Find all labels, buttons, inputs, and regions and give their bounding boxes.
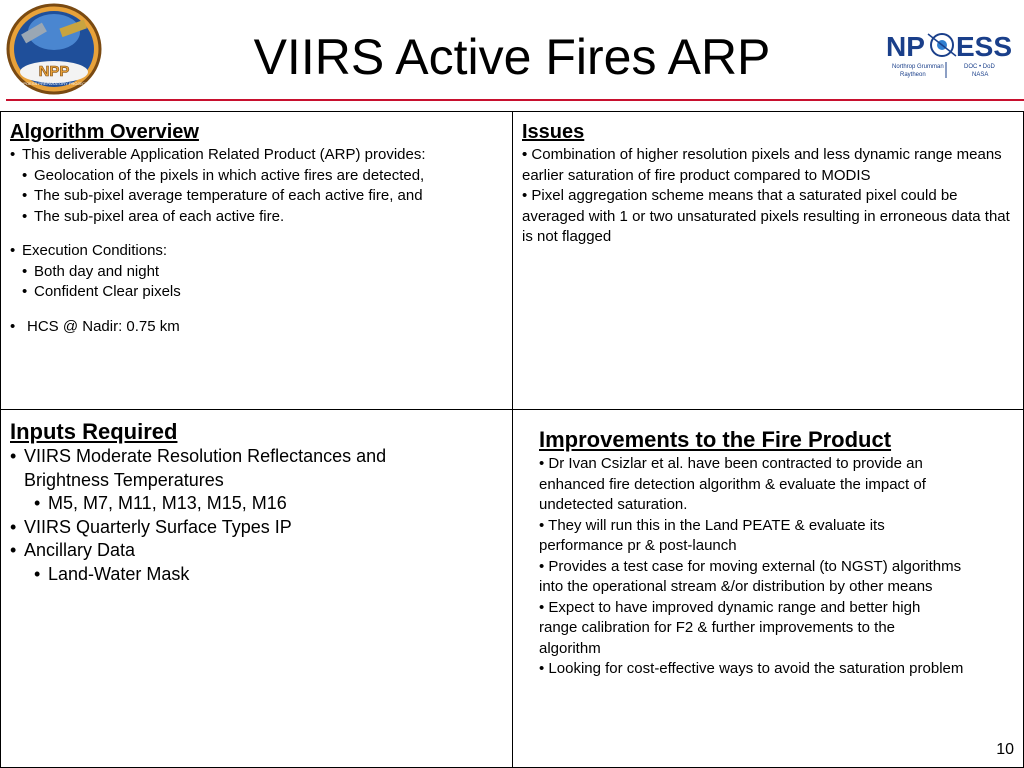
table-vertical-divider — [512, 111, 513, 768]
list-item: • • Combination of higher resolution pixels and less dynamic range means earlier saturation of fire product compared to MODIS — [522, 145, 1016, 186]
issues-heading: Issues — [522, 121, 585, 143]
svg-text:NASA: NASA — [972, 72, 989, 78]
inputs-required-heading: Inputs Required — [10, 419, 178, 444]
list-item: • Looking for cost-effective ways to avoid the saturation problem — [539, 660, 964, 677]
npoess-logo — [884, 24, 1018, 80]
list-item: • Land-Water Mask — [10, 563, 506, 587]
svg-text:Northrop Grumman: Northrop Grumman — [892, 64, 944, 70]
table-horizontal-divider — [0, 409, 1024, 410]
issues-cell — [522, 119, 1016, 248]
algorithm-intro: • This deliverable Application Related Product (ARP) provides: — [10, 145, 506, 166]
hcs-at-nadir: • HCS @ Nadir: 0.75 km — [10, 317, 506, 338]
slide-header — [0, 0, 1024, 100]
svg-text:NPP: NPP — [38, 63, 70, 80]
svg-text:NP: NP — [886, 31, 925, 62]
list-item: • Geolocation of the pixels in which active fires are detected, — [10, 166, 506, 187]
list-item: • They will run this in the Land PEATE & evaluate its performance pr & post-launch — [539, 516, 885, 554]
list-item: • Ancillary Data — [10, 539, 506, 563]
bullet-icon: • — [539, 660, 549, 677]
bullet-icon: • — [539, 455, 549, 472]
list-item: • VIIRS Moderate Resolution Reflectances and Brightness Temperatures — [10, 445, 440, 492]
slide-title: VIIRS Active Fires ARP — [253, 29, 771, 85]
execution-conditions-label: • Execution Conditions: — [10, 241, 506, 262]
bullet-icon: • — [539, 598, 549, 616]
list-item: • M5, M7, M11, M13, M15, M16 — [10, 492, 506, 516]
improvements-heading: Improvements to the Fire Product — [539, 427, 892, 452]
list-item: • Provides a test case for moving external (to NGST) algorithms into the operational stream &/or distribution by other means — [539, 557, 962, 595]
svg-text:NPOESS PREPARATORY PROJECT: NPOESS PREPARATORY PROJECT — [20, 81, 88, 86]
bullet-icon: • — [539, 516, 549, 534]
bullet-icon: • — [522, 146, 532, 163]
list-item: • Both day and night — [10, 262, 506, 283]
list-item: • Confident Clear pixels — [10, 282, 506, 303]
list-item: • The sub-pixel area of each active fire. — [10, 207, 506, 228]
bullet-icon: • — [522, 187, 532, 204]
list-item: • Dr Ivan Csizlar et al. have been contracted to provide an enhanced fire detection algorithm & evaluate the impact of undetected saturation. — [539, 455, 926, 513]
algorithm-overview-cell — [10, 119, 506, 337]
list-item: • Pixel aggregation scheme means that a saturated pixel could be averaged with 1 or two unsaturated pixels resulting in erroneous data that is not flagged — [522, 187, 1010, 245]
bullet-icon: • — [539, 557, 549, 575]
svg-text:Raytheon: Raytheon — [900, 72, 926, 78]
improvements-cell — [539, 425, 979, 680]
list-item: • Expect to have improved dynamic range and better high range calibration for F2 & further improvements to the algorithm — [539, 598, 921, 657]
svg-text:DOC • DoD: DOC • DoD — [964, 64, 995, 70]
inputs-required-cell — [10, 418, 506, 586]
page-number: 10 — [996, 741, 1014, 758]
list-item: • VIIRS Quarterly Surface Types IP — [10, 516, 506, 540]
list-item: • The sub-pixel average temperature of each active fire, and — [10, 186, 506, 207]
svg-text:ESS: ESS — [956, 31, 1013, 62]
header-rule — [6, 99, 1024, 101]
algorithm-overview-heading: Algorithm Overview — [10, 121, 199, 143]
